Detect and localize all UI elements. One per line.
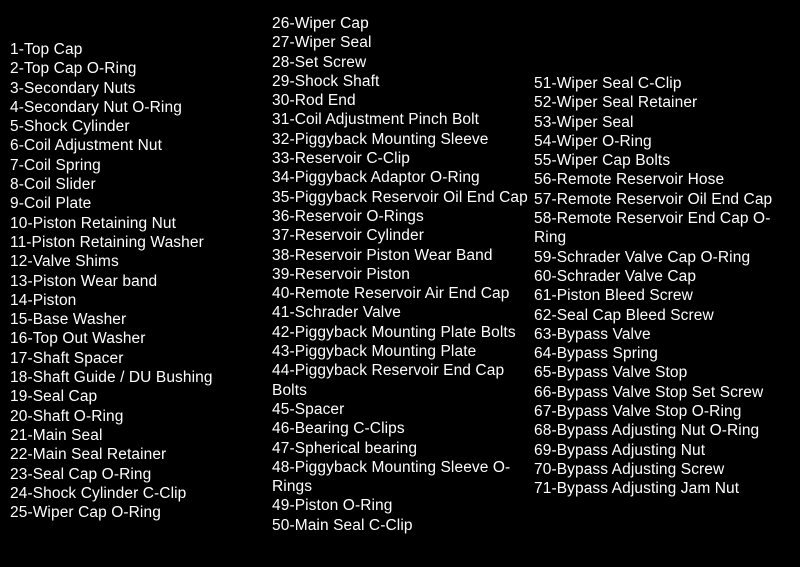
list-item: 22-Main Seal Retainer bbox=[10, 446, 167, 464]
list-item: 26-Wiper Cap bbox=[272, 15, 369, 32]
list-item: 10-Piston Retaining Nut bbox=[10, 214, 177, 232]
list-item: 65-Bypass Valve Stop bbox=[534, 364, 688, 382]
list-item: 14-Piston bbox=[10, 291, 77, 309]
list-item: 51-Wiper Seal C-Clip bbox=[534, 75, 682, 92]
list-item: 17-Shaft Spacer bbox=[10, 349, 124, 367]
list-item: 60-Schrader Valve Cap bbox=[534, 267, 697, 285]
list-item: 28-Set Screw bbox=[272, 53, 367, 71]
list-item: 23-Seal Cap O-Ring bbox=[10, 465, 152, 483]
list-item: 20-Shaft O-Ring bbox=[10, 407, 124, 425]
list-item: 48-Piggyback Mounting Sleeve O-Rings bbox=[272, 458, 511, 496]
list-item: 35-Piggyback Reservoir Oil End Cap bbox=[272, 188, 528, 206]
list-item: 63-Bypass Valve bbox=[534, 325, 651, 343]
list-item: 29-Shock Shaft bbox=[272, 72, 380, 90]
list-item: 31-Coil Adjustment Pinch Bolt bbox=[272, 111, 480, 129]
list-item: 49-Piston O-Ring bbox=[272, 497, 393, 515]
legend-column-2 bbox=[272, 0, 530, 535]
list-item: 52-Wiper Seal Retainer bbox=[534, 94, 698, 112]
list-item: 37-Reservoir Cylinder bbox=[272, 227, 424, 245]
list-item: 61-Piston Bleed Screw bbox=[534, 287, 693, 305]
list-item: 30-Rod End bbox=[272, 92, 356, 110]
list-item: 27-Wiper Seal bbox=[272, 34, 372, 52]
list-item: 50-Main Seal C-Clip bbox=[272, 516, 413, 534]
list-item: 67-Bypass Valve Stop O-Ring bbox=[534, 403, 742, 421]
list-item: 56-Remote Reservoir Hose bbox=[534, 171, 725, 189]
list-item: 46-Bearing C-Clips bbox=[272, 420, 405, 438]
list-item: 9-Coil Plate bbox=[10, 195, 92, 213]
list-item: 19-Seal Cap bbox=[10, 388, 98, 406]
list-item: 16-Top Out Washer bbox=[10, 330, 146, 348]
list-item: 40-Remote Reservoir Air End Cap bbox=[272, 285, 510, 303]
list-item: 25-Wiper Cap O-Ring bbox=[10, 504, 161, 522]
list-item: 32-Piggyback Mounting Sleeve bbox=[272, 130, 489, 148]
list-item: 33-Reservoir C-Clip bbox=[272, 150, 410, 168]
list-item: 12-Valve Shims bbox=[10, 253, 119, 271]
list-item: 62-Seal Cap Bleed Screw bbox=[534, 306, 714, 324]
list-item: 64-Bypass Spring bbox=[534, 345, 658, 363]
list-item: 39-Reservoir Piston bbox=[272, 265, 411, 283]
list-item: 5-Shock Cylinder bbox=[10, 118, 130, 136]
list-item: 53-Wiper Seal bbox=[534, 113, 634, 131]
list-item: 1-Top Cap bbox=[10, 41, 83, 58]
list-item: 13-Piston Wear band bbox=[10, 272, 158, 290]
list-item: 42-Piggyback Mounting Plate Bolts bbox=[272, 323, 516, 341]
list-item: 38-Reservoir Piston Wear Band bbox=[272, 246, 493, 264]
list-item: 24-Shock Cylinder C-Clip bbox=[10, 484, 187, 502]
list-item: 43-Piggyback Mounting Plate bbox=[272, 343, 477, 361]
list-item: 11-Piston Retaining Washer bbox=[10, 233, 204, 251]
list-item: 8-Coil Slider bbox=[10, 176, 96, 194]
list-item: 6-Coil Adjustment Nut bbox=[10, 137, 162, 155]
list-item: 34-Piggyback Adaptor O-Ring bbox=[272, 169, 480, 187]
list-item: 15-Base Washer bbox=[10, 311, 127, 329]
list-item: 55-Wiper Cap Bolts bbox=[534, 152, 671, 170]
list-item: 44-Piggyback Reservoir End Cap Bolts bbox=[272, 362, 505, 399]
list-item: 4-Secondary Nut O-Ring bbox=[10, 98, 182, 116]
list-item: 3-Secondary Nuts bbox=[10, 79, 136, 97]
legend-column-3 bbox=[534, 0, 796, 499]
list-item: 71-Bypass Adjusting Jam Nut bbox=[534, 480, 740, 498]
list-item: 68-Bypass Adjusting Nut O-Ring bbox=[534, 422, 760, 440]
list-item: 36-Reservoir O-Rings bbox=[272, 207, 424, 225]
list-item: 58-Remote Reservoir End Cap O-Ring bbox=[534, 210, 771, 247]
list-item: 47-Spherical bearing bbox=[272, 439, 418, 457]
list-item: 54-Wiper O-Ring bbox=[534, 132, 652, 150]
list-item: 45-Spacer bbox=[272, 400, 345, 418]
list-item: 21-Main Seal bbox=[10, 426, 103, 444]
list-item: 70-Bypass Adjusting Screw bbox=[534, 460, 725, 478]
list-item: 18-Shaft Guide / DU Bushing bbox=[10, 369, 213, 387]
list-item: 2-Top Cap O-Ring bbox=[10, 60, 137, 78]
list-item: 7-Coil Spring bbox=[10, 156, 101, 174]
list-item: 57-Remote Reservoir Oil End Cap bbox=[534, 190, 773, 208]
list-item: 69-Bypass Adjusting Nut bbox=[534, 441, 706, 459]
list-item: 66-Bypass Valve Stop Set Screw bbox=[534, 383, 764, 401]
list-item: 59-Schrader Valve Cap O-Ring bbox=[534, 248, 751, 266]
legend-column-1 bbox=[10, 0, 265, 522]
list-item: 41-Schrader Valve bbox=[272, 304, 401, 322]
